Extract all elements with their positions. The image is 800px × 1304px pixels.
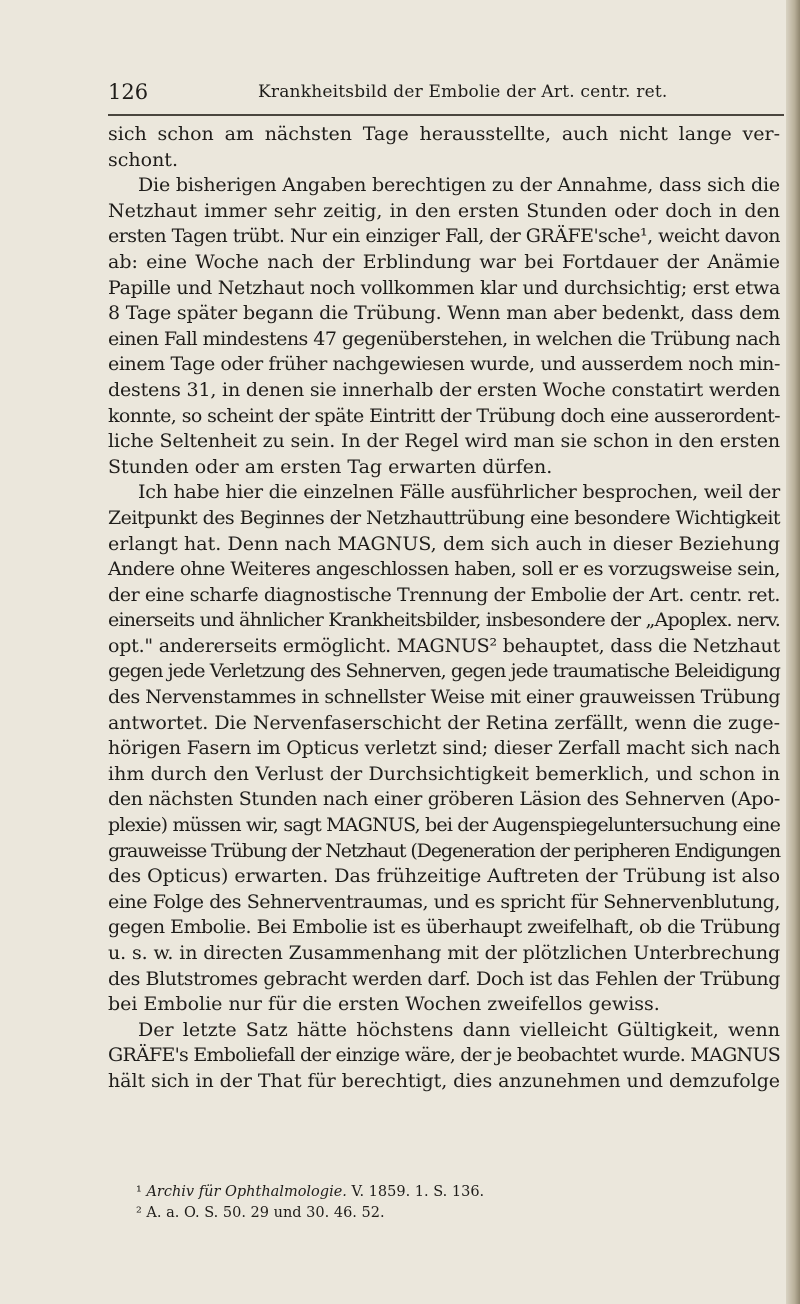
running-title: Krankheitsbild der Embolie der Art. centr. ret.	[258, 82, 668, 102]
text-line: destens 31, in denen sie innerhalb der ersten Woche constatirt werden	[108, 378, 780, 401]
text-line: Netzhaut immer sehr zeitig, in den ersten Stunden oder doch in den	[108, 199, 780, 222]
footnote-marker: ²	[136, 1205, 142, 1221]
text-line: einerseits und ähnlicher Krankheitsbilder, insbesondere der „Apoplex. nerv.	[108, 609, 780, 632]
text-line: bei Embolie nur für die ersten Wochen zweifellos gewiss.	[108, 993, 660, 1016]
text-line: Die bisherigen Angaben berechtigen zu der Annahme, dass sich die	[138, 174, 780, 197]
text-line: 8 Tage später begann die Trübung. Wenn man aber bedenkt, dass dem	[108, 302, 780, 325]
page-number: 126	[108, 80, 149, 104]
text-line: der eine scharfe diagnostische Trennung der Embolie der Art. centr. ret.	[108, 583, 780, 606]
text-line: hörigen Fasern im Opticus verletzt sind; dieser Zerfall macht sich nach	[108, 737, 780, 760]
text-line: einem Tage oder früher nachgewiesen wurde, und ausserdem noch min-	[108, 353, 780, 376]
footnote-2	[136, 1203, 776, 1224]
text-line: Ich habe hier die einzelnen Fälle ausführlicher besprochen, weil der	[138, 481, 780, 504]
header-rule	[108, 114, 784, 116]
text-line: antwortet. Die Nervenfaserschicht der Retina zerfällt, wenn die zuge-	[108, 711, 781, 734]
text-line: plexie) müssen wir, sagt MAGNUS, bei der Augenspiegeluntersuchung eine	[108, 814, 780, 837]
text-line: GRÄFE's Emboliefall der einzige wäre, der je beobachtet wurde. MAGNUS	[108, 1044, 780, 1067]
text-line: des Blutstromes gebracht werden darf. Doch ist das Fehlen der Trübung	[108, 967, 780, 990]
text-line: hält sich in der That für berechtigt, dies anzunehmen und demzufolge	[108, 1069, 780, 1092]
page-header	[108, 80, 784, 112]
text-line: liche Seltenheit zu sein. In der Regel wird man sie schon in den ersten	[108, 430, 780, 453]
text-line: Der letzte Satz hätte höchstens dann vielleicht Gültigkeit, wenn	[138, 1018, 780, 1041]
text-line: einen Fall mindestens 47 gegenüberstehen, in welchen die Trübung nach	[108, 327, 780, 350]
footnote-1	[136, 1182, 776, 1203]
text-line: ersten Tagen trübt. Nur ein einziger Fall, der GRÄFE'sche¹, weicht davon	[108, 225, 780, 248]
footnotes	[136, 1182, 776, 1224]
text-line: erlangt hat. Denn nach MAGNUS, dem sich auch in dieser Beziehung	[108, 532, 780, 555]
page-edge	[786, 0, 800, 1304]
body-text	[108, 122, 780, 1095]
text-line: u. s. w. in directen Zusammenhang mit der plötzlichen Unterbrechung	[108, 942, 780, 964]
text-line: Zeitpunkt des Beginnes der Netzhauttrübung eine besondere Wichtigkeit	[108, 506, 780, 529]
text-line: gegen jede Verletzung des Sehnerven, gegen jede traumatische Beleidigung	[108, 660, 780, 683]
text-line: ihm durch den Verlust der Durchsichtigkeit bemerklich, und schon in	[108, 762, 780, 785]
text-line: des Nervenstammes in schnellster Weise mit einer grauweissen Trübung	[108, 686, 780, 709]
text-line: opt." andererseits ermöglicht. MAGNUS² behauptet, dass die Netzhaut	[108, 634, 780, 657]
footnote-ref: V. 1859. 1. S. 136.	[346, 1184, 485, 1200]
text-line: ab: eine Woche nach der Erblindung war bei Fortdauer der Anämie	[108, 250, 780, 273]
text-line: den nächsten Stunden nach einer gröberen Läsion des Sehnerven (Apo-	[108, 788, 781, 811]
text-line: sich schon am nächsten Tage herausstellte, auch nicht lange ver-	[108, 123, 780, 145]
text-line: Stunden oder am ersten Tag erwarten dürfen.	[108, 455, 553, 478]
footnote-journal: Archiv für Ophthalmologie.	[146, 1184, 347, 1200]
text-line: Papille und Netzhaut noch vollkommen klar und durchsichtig; erst etwa	[108, 276, 780, 299]
text-line: des Opticus) erwarten. Das frühzeitige Auftreten der Trübung ist also	[108, 865, 780, 888]
text-line: eine Folge des Sehnerventraumas, und es spricht für Sehnervenblutung,	[108, 890, 780, 913]
text-line: gegen Embolie. Bei Embolie ist es überhaupt zweifelhaft, ob die Trübung	[108, 916, 780, 939]
text-line: grauweisse Trübung der Netzhaut (Degeneration der peripheren Endigungen	[108, 839, 780, 862]
text-line: Andere ohne Weiteres angeschlossen haben, soll er es vorzugsweise sein,	[108, 558, 780, 581]
text-line: schont.	[108, 148, 178, 171]
text-line: konnte, so scheint der späte Eintritt der Trübung doch eine ausserordent-	[108, 404, 780, 427]
footnote-ref: A. a. O. S. 50. 29 und 30. 46. 52.	[141, 1205, 385, 1221]
footnote-marker: ¹	[136, 1184, 142, 1200]
